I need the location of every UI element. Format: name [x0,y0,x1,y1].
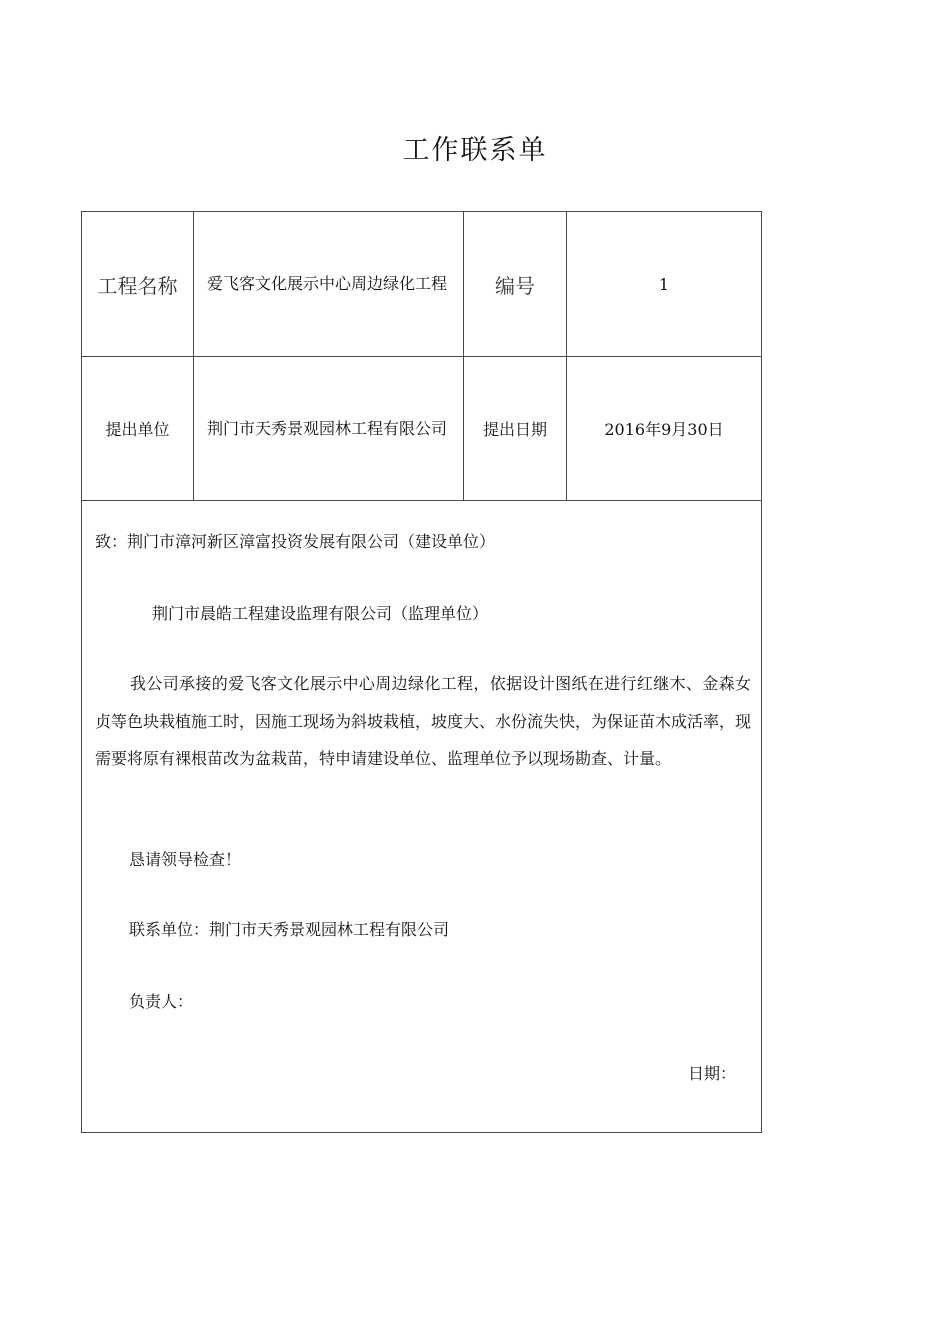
signature-date-line: 日期： [688,1064,737,1083]
addressee-line: 致：荆门市漳河新区漳富投资发展有限公司（建设单位） [95,532,496,551]
date-label: 提出日期 [482,420,547,439]
cc-line: 荆门市晨皓工程建设监理有限公司（监理单位） [152,604,489,623]
submitter-value: 荆门市天秀景观园林工程有限公司 [207,418,448,438]
work-contact-form [81,211,762,1133]
row-divider-2 [82,500,761,501]
responsible-person-line: 负责人： [129,992,194,1011]
number-value: 1 [658,274,670,294]
project-name-value: 爱飞客文化展示中心周边绿化工程 [207,274,448,293]
main-paragraph: 我公司承接的爱飞客文化展示中心周边绿化工程，依据设计图纸在进行红继木、金森女贞等色块栽植施工时，因施工现场为斜坡栽植，坡度大、水份流失快，为保证苗木成活率，现需要将原有裸根苗改为盆栽苗，特申请建设单位、监理单位予以现场勘查、计量。 [95,674,752,768]
submitter-label: 提出单位 [105,420,170,439]
project-name-label: 工程名称 [97,273,178,298]
document-title: 工作联系单 [402,135,548,166]
request-line: 恳请领导检查！ [129,850,242,869]
contact-unit-line: 联系单位：荆门市天秀景观园林工程有限公司 [129,920,450,939]
number-label: 编号 [495,273,535,298]
date-value: 2016年9月30日 [604,420,724,439]
